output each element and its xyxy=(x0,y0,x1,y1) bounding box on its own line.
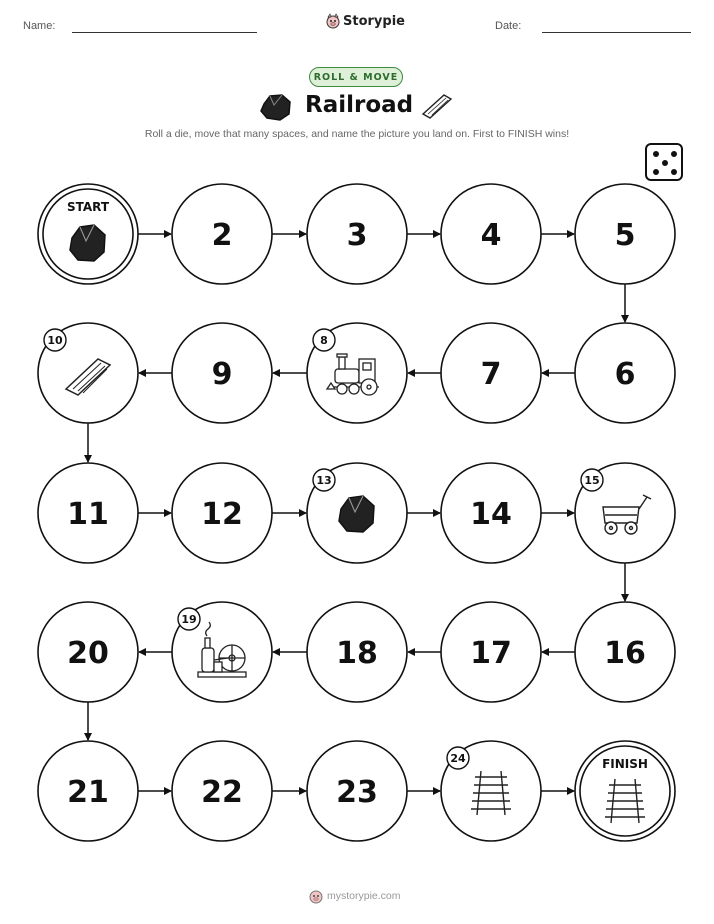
board-space xyxy=(441,741,541,841)
game-type-badge: ROLL & MOVE xyxy=(309,67,403,87)
space-label: FINISH xyxy=(602,757,648,771)
instructions: Roll a die, move that many spaces, and name the picture you land on. First to FINISH wins! xyxy=(144,128,570,140)
board-space xyxy=(307,463,407,563)
space-number: 7 xyxy=(480,357,502,392)
space-number: 6 xyxy=(614,357,636,392)
footer xyxy=(309,888,401,904)
board-space xyxy=(575,323,675,423)
board-space xyxy=(307,602,407,702)
space-number: 14 xyxy=(470,497,512,532)
board-space xyxy=(441,602,541,702)
board-space xyxy=(38,323,138,423)
board-space xyxy=(441,323,541,423)
board-space xyxy=(441,184,541,284)
space-number: 18 xyxy=(336,636,378,671)
footer-url: mystorypie.com xyxy=(327,890,401,902)
page-title: Railroad xyxy=(305,92,414,118)
brand-name: Storypie xyxy=(343,13,405,29)
space-number: 16 xyxy=(604,636,646,671)
space-number: 3 xyxy=(346,218,368,253)
board-space xyxy=(575,602,675,702)
date-label: Date: xyxy=(495,20,522,32)
board-space xyxy=(172,184,272,284)
start-space xyxy=(38,184,138,284)
space-number: 5 xyxy=(614,218,636,253)
space-number: 4 xyxy=(480,218,502,253)
board-space xyxy=(38,741,138,841)
space-label: START xyxy=(66,200,110,214)
space-number: 10 xyxy=(47,334,63,347)
board-space xyxy=(441,463,541,563)
space-number: 15 xyxy=(584,474,600,487)
space-number: 23 xyxy=(336,775,378,810)
space-number: 2 xyxy=(211,218,233,253)
board-space xyxy=(307,741,407,841)
board-space xyxy=(172,602,272,702)
board-space xyxy=(575,463,675,563)
space-number: 17 xyxy=(470,636,512,671)
space-number: 24 xyxy=(450,752,466,765)
board-space xyxy=(575,184,675,284)
board-space xyxy=(307,323,407,423)
board-space xyxy=(38,602,138,702)
space-number: 20 xyxy=(67,636,109,671)
space-number: 13 xyxy=(316,474,332,487)
space-number: 22 xyxy=(201,775,243,810)
railroad-track-icon xyxy=(471,771,511,815)
board-space xyxy=(38,463,138,563)
finish-space xyxy=(575,741,675,841)
space-number: 12 xyxy=(201,497,243,532)
board-space xyxy=(307,184,407,284)
space-number: 8 xyxy=(320,334,328,347)
name-label: Name: xyxy=(23,20,56,32)
board-space xyxy=(172,741,272,841)
pig-mascot-icon xyxy=(309,888,323,904)
board-space xyxy=(172,463,272,563)
board-space xyxy=(172,323,272,423)
space-number: 9 xyxy=(211,357,233,392)
space-number: 21 xyxy=(67,775,109,810)
space-number: 11 xyxy=(67,497,109,532)
space-number: 19 xyxy=(181,613,197,626)
railroad-track-icon xyxy=(605,779,645,823)
